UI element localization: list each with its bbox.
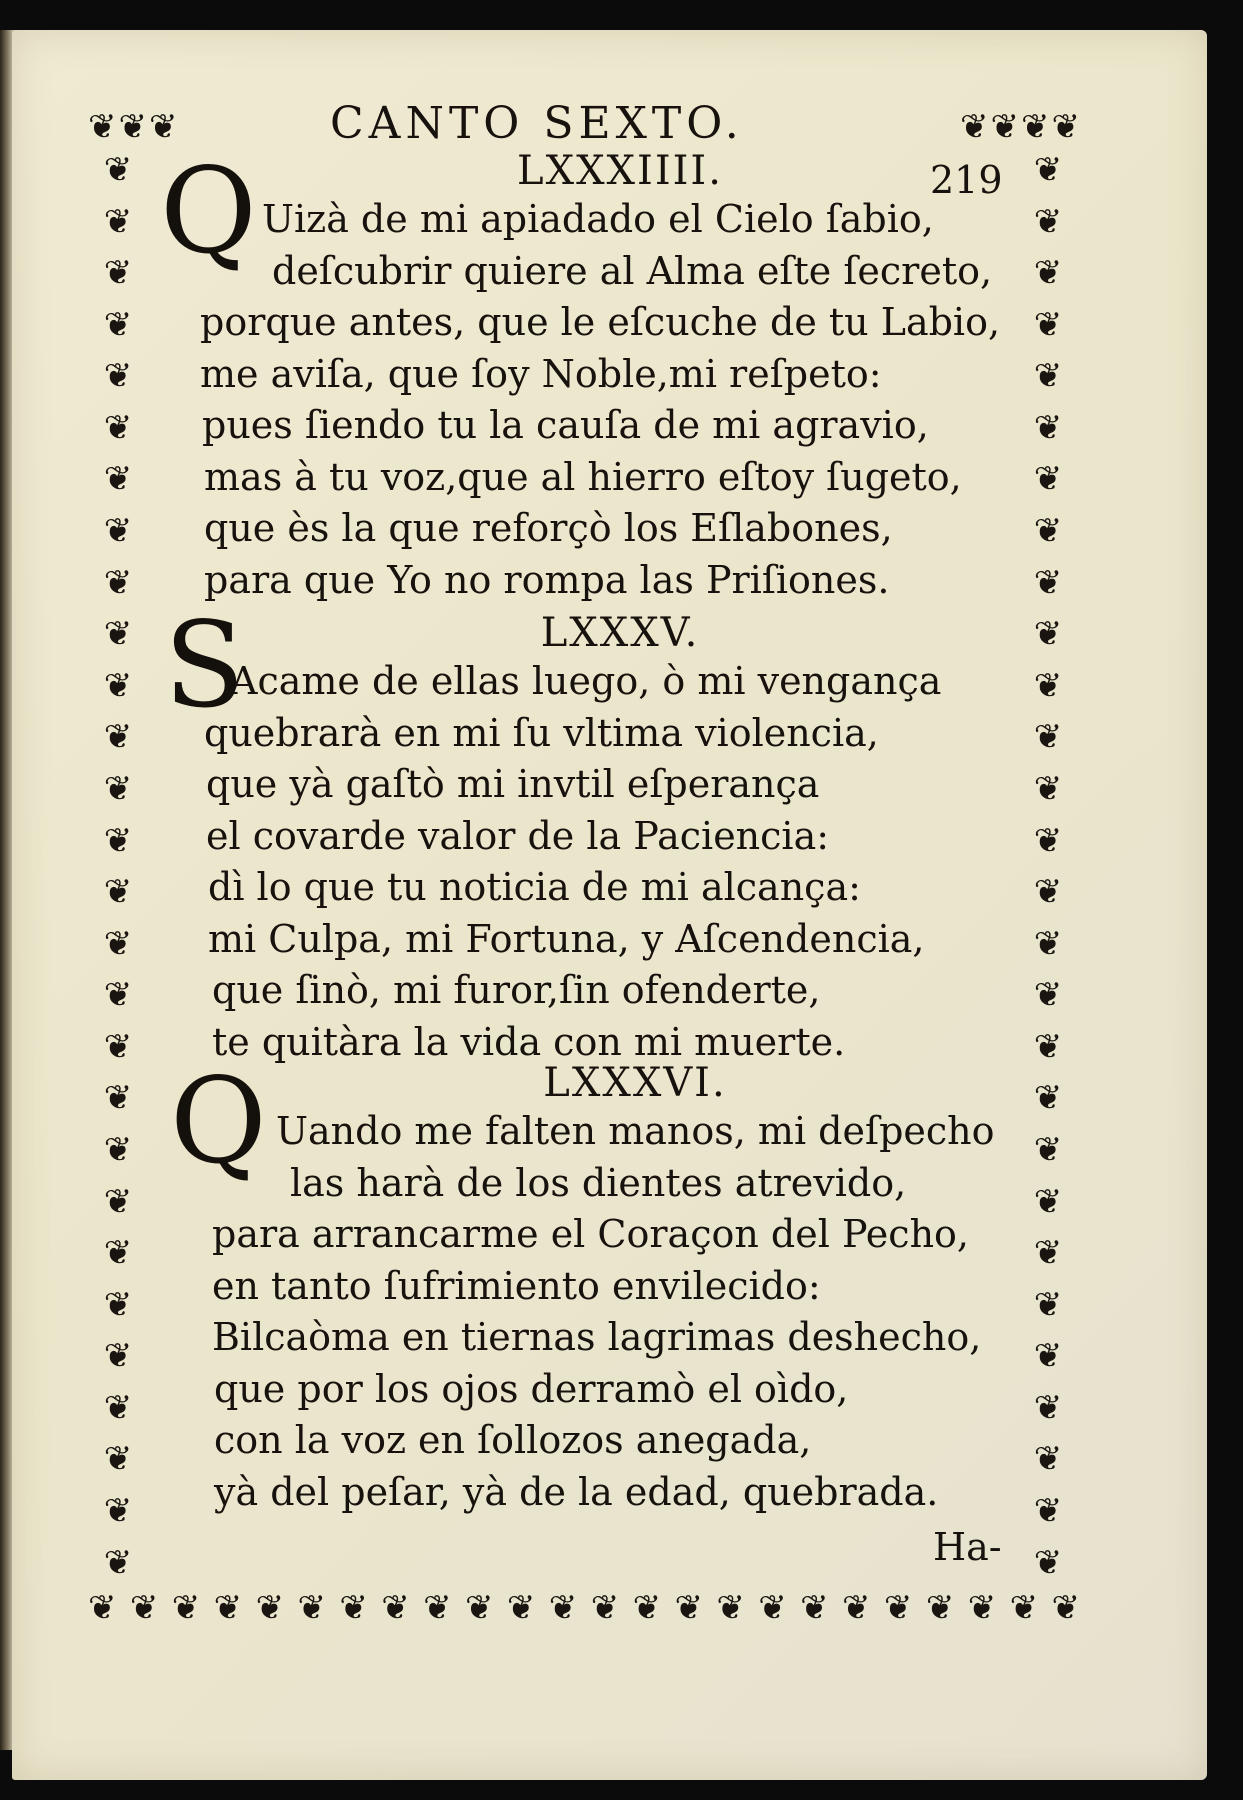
fleuron-icon: ❦ bbox=[1033, 1284, 1063, 1325]
fleuron-icon: ❦ bbox=[1033, 614, 1063, 655]
fleuron-icon: ❦ bbox=[1033, 1336, 1063, 1377]
fleuron-icon: ❦ bbox=[1051, 1588, 1078, 1628]
verse-line: para que Yo no rompa las Priſiones. bbox=[204, 557, 890, 602]
fleuron-icon: ❦ bbox=[1033, 717, 1063, 758]
fleuron-icon: ❦ bbox=[103, 1439, 133, 1480]
fleuron-icon: ❦ bbox=[1033, 1078, 1063, 1119]
verse-line: que ſinò, mi furor,ſin ofenderte, bbox=[212, 968, 821, 1012]
border-left bbox=[88, 150, 148, 1583]
fleuron-icon: ❦ bbox=[103, 304, 133, 345]
fleuron-icon: ❦ bbox=[1033, 1387, 1063, 1428]
fleuron-icon: ❦ bbox=[103, 1078, 133, 1119]
fleuron-icon: ❦ bbox=[103, 201, 133, 242]
fleuron-icon: ❦ bbox=[1021, 107, 1048, 147]
border-bottom bbox=[88, 1586, 1078, 1630]
fleuron-icon: ❦ bbox=[800, 1588, 827, 1628]
fleuron-icon: ❦ bbox=[103, 768, 133, 809]
fleuron-icon: ❦ bbox=[1009, 1588, 1037, 1628]
catchword: Ha- bbox=[933, 1525, 1002, 1569]
fleuron-icon: ❦ bbox=[1033, 201, 1063, 242]
verse-line: Uizà de mi apiadado el Cielo ſabio, bbox=[262, 197, 934, 241]
stanza-numeral: LXXXV. bbox=[540, 610, 700, 656]
fleuron-icon: ❦ bbox=[118, 107, 145, 147]
fleuron-icon: ❦ bbox=[1033, 1181, 1063, 1222]
fleuron-icon: ❦ bbox=[103, 407, 133, 448]
verse-line: Uando me falten manos, mi deſpecho bbox=[276, 1109, 995, 1153]
fleuron-icon: ❦ bbox=[960, 107, 987, 147]
fleuron-icon: ❦ bbox=[506, 1588, 534, 1628]
fleuron-icon: ❦ bbox=[103, 1233, 133, 1274]
verse-line: mas à tu voz,que al hierro eſtoy ſugeto, bbox=[204, 454, 962, 499]
fleuron-icon: ❦ bbox=[883, 1588, 911, 1628]
fleuron-icon: ❦ bbox=[103, 872, 133, 913]
fleuron-icon: ❦ bbox=[1033, 820, 1063, 861]
fleuron-icon: ❦ bbox=[103, 1181, 133, 1222]
fleuron-icon: ❦ bbox=[1033, 511, 1063, 552]
fleuron-icon: ❦ bbox=[1033, 975, 1063, 1016]
running-title: CANTO SEXTO. bbox=[330, 98, 744, 149]
fleuron-icon: ❦ bbox=[1033, 407, 1063, 448]
fleuron-icon: ❦ bbox=[1033, 459, 1063, 500]
verse-line: yà del peſar, yà de la edad, quebrada. bbox=[214, 1469, 939, 1514]
fleuron-icon: ❦ bbox=[103, 717, 133, 758]
verse-line: Acame de ellas luego, ò mi vengança bbox=[230, 659, 942, 703]
stanza bbox=[150, 1052, 995, 1518]
verse-line: que por los ojos derramò el oìdo, bbox=[214, 1366, 849, 1411]
drop-cap: S bbox=[164, 596, 245, 734]
fleuron-icon: ❦ bbox=[674, 1588, 701, 1628]
fleuron-icon: ❦ bbox=[1033, 768, 1063, 809]
border-right bbox=[1018, 150, 1078, 1583]
fleuron-icon: ❦ bbox=[758, 1588, 785, 1628]
fleuron-icon: ❦ bbox=[423, 1588, 450, 1628]
verse-line: que yà gaſtò mi invtil eſperança bbox=[206, 762, 820, 806]
verse-line: te quitàra la vida con mi muerte. bbox=[212, 1019, 846, 1064]
verse-line: las harà de los dientes atrevido, bbox=[290, 1160, 907, 1205]
fleuron-icon: ❦ bbox=[171, 1588, 199, 1628]
fleuron-icon: ❦ bbox=[103, 820, 133, 861]
fleuron-icon: ❦ bbox=[1033, 356, 1063, 397]
fleuron-icon: ❦ bbox=[88, 107, 115, 147]
stanza bbox=[150, 596, 970, 1068]
fleuron-icon: ❦ bbox=[103, 614, 133, 655]
fleuron-icon: ❦ bbox=[103, 1387, 133, 1428]
fleuron-icon: ❦ bbox=[149, 107, 176, 147]
fleuron-icon: ❦ bbox=[925, 1588, 953, 1628]
fleuron-icon: ❦ bbox=[103, 1542, 133, 1583]
verse-line: que ès la que reforçò los Eſlabones, bbox=[204, 506, 893, 550]
verse-line: quebrarà en mi ſu vltima violencia, bbox=[204, 710, 879, 755]
fleuron-icon: ❦ bbox=[103, 665, 133, 706]
stanza bbox=[150, 142, 1001, 606]
verse-line: porque antes, que le eſcuche de tu Labio, bbox=[200, 300, 1001, 344]
fleuron-icon: ❦ bbox=[590, 1588, 618, 1628]
fleuron-icon: ❦ bbox=[1033, 1026, 1063, 1067]
verse-line: dì lo que tu noticia de mi alcança: bbox=[208, 865, 861, 909]
drop-cap: Q bbox=[170, 1052, 267, 1190]
fleuron-icon: ❦ bbox=[1033, 1542, 1063, 1583]
page-number: 219 bbox=[930, 158, 1003, 202]
verse-line: deſcubrir quiere al Alma eſte ſecreto, bbox=[272, 248, 993, 293]
drop-cap: Q bbox=[160, 142, 257, 280]
fleuron-icon: ❦ bbox=[1033, 1439, 1063, 1480]
fleuron-icon: ❦ bbox=[967, 1588, 995, 1628]
fleuron-icon: ❦ bbox=[465, 1588, 492, 1628]
fleuron-icon: ❦ bbox=[1033, 304, 1063, 345]
verse-line: mi Culpa, mi Fortuna, y Aſcendencia, bbox=[208, 916, 925, 961]
verse-line: Bilcaòma en tiernas lagrimas deshecho, bbox=[212, 1315, 982, 1359]
fleuron-icon: ❦ bbox=[339, 1588, 366, 1628]
fleuron-icon: ❦ bbox=[1033, 253, 1063, 294]
fleuron-icon: ❦ bbox=[103, 562, 133, 603]
fleuron-icon: ❦ bbox=[548, 1588, 576, 1628]
fleuron-icon: ❦ bbox=[1033, 1129, 1063, 1170]
fleuron-icon: ❦ bbox=[842, 1588, 869, 1628]
stanza-numeral: LXXXIIII. bbox=[517, 148, 723, 194]
fleuron-icon: ❦ bbox=[103, 1284, 133, 1325]
fleuron-icon: ❦ bbox=[103, 459, 133, 500]
fleuron-icon: ❦ bbox=[103, 1336, 133, 1377]
fleuron-icon: ❦ bbox=[103, 1026, 133, 1067]
fleuron-icon: ❦ bbox=[129, 1588, 157, 1628]
fleuron-icon: ❦ bbox=[1033, 665, 1063, 706]
verse-line: con la voz en ſollozos anegada, bbox=[214, 1418, 812, 1462]
fleuron-icon: ❦ bbox=[1033, 923, 1063, 964]
fleuron-icon: ❦ bbox=[103, 1129, 133, 1170]
fleuron-icon: ❦ bbox=[632, 1588, 660, 1628]
fleuron-icon: ❦ bbox=[1033, 150, 1063, 190]
fleuron-icon: ❦ bbox=[103, 150, 133, 190]
fleuron-icon: ❦ bbox=[1033, 1233, 1063, 1274]
fleuron-icon: ❦ bbox=[381, 1588, 408, 1628]
verse-line: pues ſiendo tu la cauſa de mi agravio, bbox=[202, 403, 929, 447]
fleuron-icon: ❦ bbox=[213, 1588, 241, 1628]
fleuron-icon: ❦ bbox=[103, 975, 133, 1016]
fleuron-icon: ❦ bbox=[103, 511, 133, 552]
fleuron-icon: ❦ bbox=[297, 1588, 324, 1628]
stanza-numeral: LXXXVI. bbox=[543, 1060, 727, 1106]
fleuron-icon: ❦ bbox=[103, 1491, 133, 1532]
verse-line: para arrancarme el Coraçon del Pecho, bbox=[212, 1212, 970, 1256]
verse-line: me aviſa, que ſoy Noble,mi reſpeto: bbox=[200, 351, 882, 396]
fleuron-icon: ❦ bbox=[88, 1588, 115, 1628]
fleuron-icon: ❦ bbox=[103, 253, 133, 294]
fleuron-icon: ❦ bbox=[1033, 1491, 1063, 1532]
fleuron-icon: ❦ bbox=[1033, 872, 1063, 913]
fleuron-icon: ❦ bbox=[255, 1588, 283, 1628]
fleuron-icon: ❦ bbox=[103, 356, 133, 397]
fleuron-icon: ❦ bbox=[1033, 562, 1063, 603]
verse-line: en tanto ſufrimiento envilecido: bbox=[212, 1263, 821, 1308]
fleuron-icon: ❦ bbox=[716, 1588, 743, 1628]
verse-line: el covarde valor de la Paciencia: bbox=[206, 813, 830, 858]
fleuron-icon: ❦ bbox=[990, 107, 1017, 147]
fleuron-icon: ❦ bbox=[103, 923, 133, 964]
fleuron-icon: ❦ bbox=[1051, 107, 1078, 147]
